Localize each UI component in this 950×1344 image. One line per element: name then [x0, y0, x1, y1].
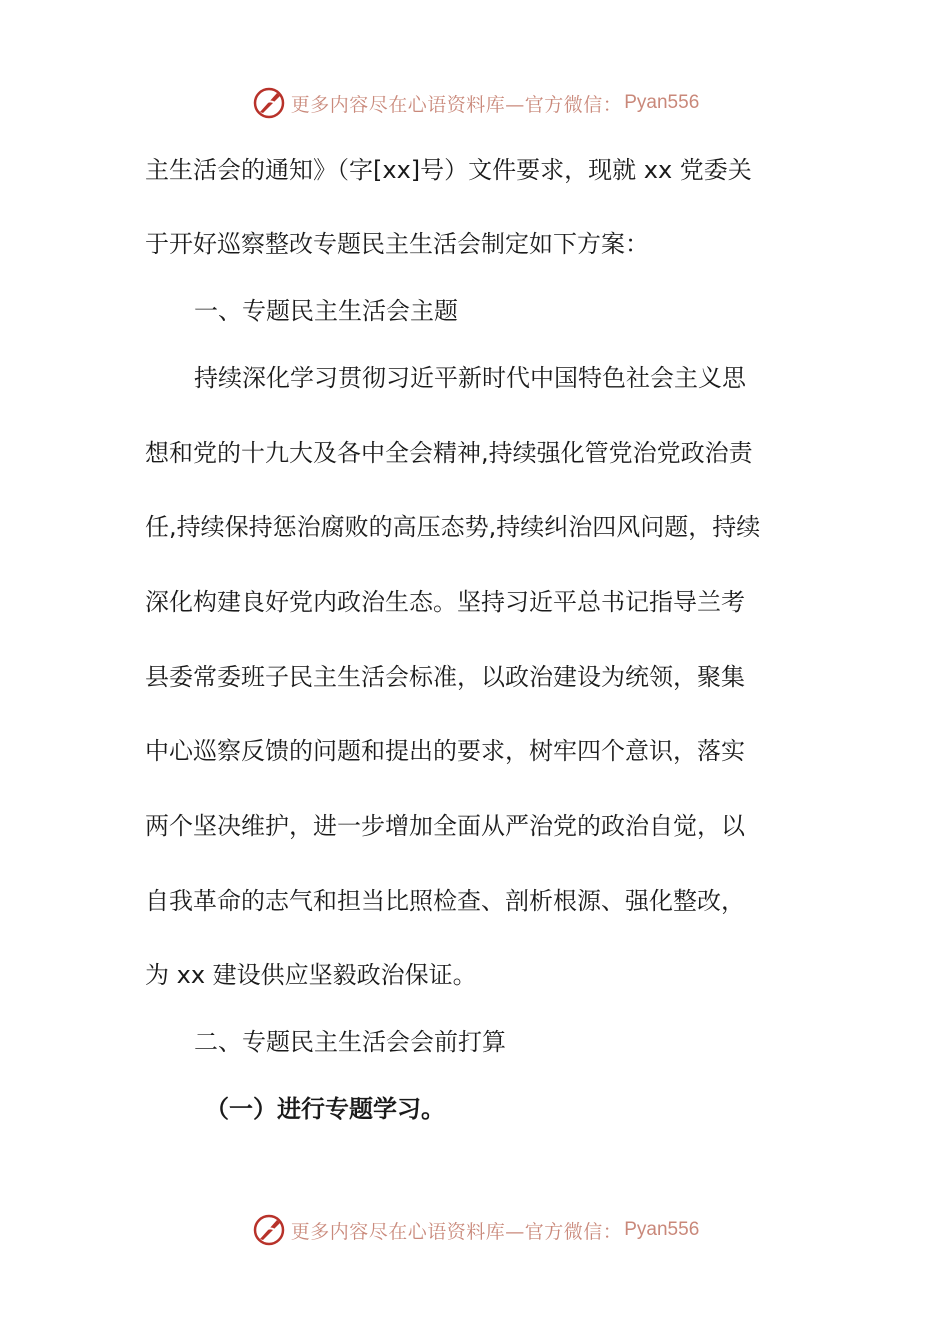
- header-banner: [0, 83, 950, 123]
- paragraph-line: 任,持续保持惩治腐败的高压态势,持续纠治四风问题，持续: [145, 513, 761, 541]
- subsection-heading: （一）进行专题学习。: [205, 1095, 445, 1123]
- quill-logo-icon: [251, 85, 287, 121]
- paragraph-line: 县委常委班子民主生活会标准，以政治建设为统领，聚集: [145, 663, 745, 691]
- paragraph-line: 持续深化学习贯彻习近平新时代中国特色社会主义思: [194, 364, 746, 392]
- section-heading: 一、专题民主生活会主题: [194, 297, 458, 325]
- header-banner-id: Pyan556: [624, 92, 700, 113]
- footer-banner-id: Pyan556: [624, 1219, 700, 1240]
- paragraph-line: 主生活会的通知》（字[xx]号）文件要求，现就 xx 党委关: [145, 156, 752, 184]
- paragraph-line: 自我革命的志气和担当比照检查、剖析根源、强化整改，: [145, 887, 745, 915]
- paragraph-line: 两个坚决维护，进一步增加全面从严治党的政治自觉，以: [145, 812, 745, 840]
- footer-banner-text: 更多内容尽在心语资料库—官方微信：: [290, 1220, 623, 1243]
- paragraph-line: 想和党的十九大及各中全会精神,持续强化管党治党政治责: [145, 439, 753, 467]
- paragraph-line: 中心巡察反馈的问题和提出的要求，树牢四个意识，落实: [145, 737, 745, 765]
- quill-logo-icon: [251, 1212, 287, 1248]
- paragraph-line: 深化构建良好党内政治生态。坚持习近平总书记指导兰考: [145, 588, 745, 616]
- paragraph-line: 于开好巡察整改专题民主生活会制定如下方案：: [145, 230, 649, 258]
- header-banner-text: 更多内容尽在心语资料库—官方微信：: [290, 93, 623, 116]
- paragraph-line: 为 xx 建设供应坚毅政治保证。: [145, 961, 477, 989]
- footer-banner: [0, 1210, 950, 1250]
- section-heading: 二、专题民主生活会会前打算: [194, 1028, 506, 1056]
